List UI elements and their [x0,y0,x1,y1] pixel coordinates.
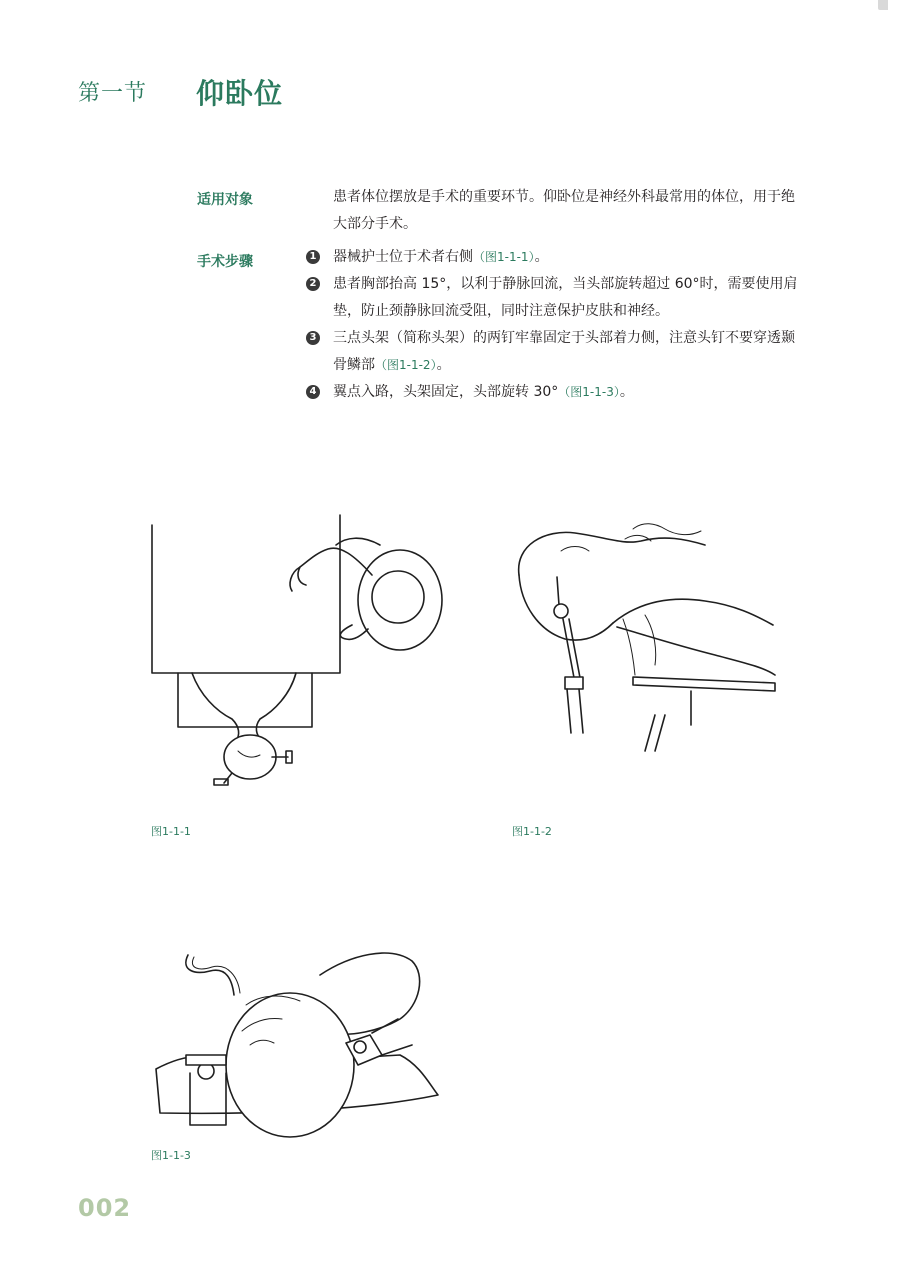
applicable-text: 患者体位摆放是手术的重要环节。仰卧位是神经外科最常用的体位，用于绝大部分手术。 [333,189,795,232]
step-tail: 。 [436,357,451,373]
step-text-wrap [333,271,808,325]
section-title: 仰卧位 [196,77,284,110]
step-text: 翼点入路，头架固定，头部旋转 30° [333,384,559,400]
step-text-wrap [333,379,808,406]
step-tail: 。 [534,249,549,265]
step-text: 器械护士位于术者右侧 [333,249,473,265]
step-text: 三点头架（简称头架）的两钉牢靠固定于头部着力侧，注意头钉不要穿透颞骨鳞部 [333,330,795,373]
step-number-badge: 4 [306,385,320,399]
step-number-badge: 1 [306,250,320,264]
step-text: 患者胸部抬高 15°，以利于静脉回流，当头部旋转超过 60°时，需要使用肩垫，防止颈静脉回流受阻，同时注意保护皮肤和神经。 [333,276,798,319]
step-item [306,244,808,271]
steps-label: 手术步骤 [197,254,253,270]
step-item [306,379,808,406]
figure-reference: （图1-1-1） [473,250,535,264]
applicable-label: 适用对象 [197,192,253,208]
page-number: 002 [78,1194,132,1222]
step-item [306,325,808,379]
step-number-badge: 3 [306,331,320,345]
figure-reference: （图1-1-3） [558,385,620,399]
step-tail: 。 [619,384,634,400]
section-number: 第一节 [78,81,148,106]
step-item [306,271,808,325]
figure-1-1-3-illustration [150,935,450,1145]
step-text-wrap [333,325,808,379]
corner-mark [878,0,888,10]
figure-caption: 图1-1-2 [512,825,552,838]
step-text-wrap [333,244,808,271]
figure-1-1-1-illustration [140,505,460,805]
step-number-badge: 2 [306,277,320,291]
figure-1-1-2-illustration [505,515,785,765]
figure-reference: （图1-1-2） [375,358,437,372]
figure-caption: 图1-1-3 [151,1149,191,1162]
figure-caption: 图1-1-1 [151,825,191,838]
